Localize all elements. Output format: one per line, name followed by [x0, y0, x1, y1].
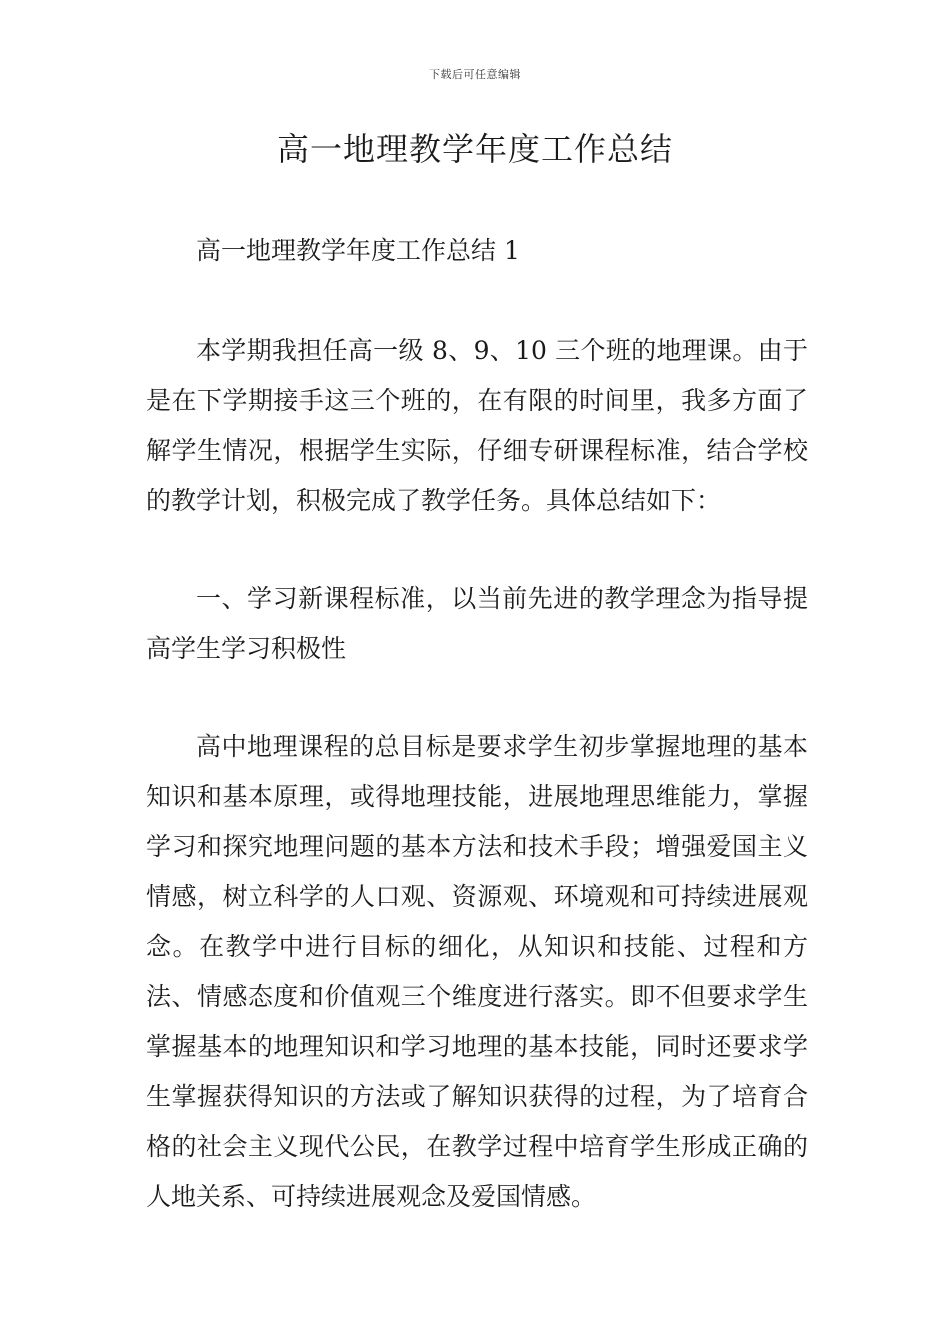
section-subtitle: 高一地理教学年度工作总结 1 — [196, 236, 520, 265]
paragraph-body: 高中地理课程的总目标是要求学生初步掌握地理的基本知识和基本原理，或得地理技能，进展地理思维能力，掌握学习和探究地理问题的基本方法和技术手段；增强爱国主义情感，树立科学的人口观、资源观、环境观和可持续进展观念。在教学中进行目标的细化，从知识和技能、过程和方法、情感态度和价值观三个维度进行落实。即不但要求学生掌握基本的地理知识和学习地理的基本技能，同时还要求学生掌握获得知识的方法或了解知识获得的过程，为了培育合格的社会主义现代公民，在教学过程中培育学生形成正确的人地关系、可持续进展观念及爱国情感。 — [146, 732, 808, 1211]
document-title: 高一地理教学年度工作总结 — [276, 130, 673, 168]
section-heading: 一、学习新课程标准，以当前先进的教学理念为指导提高学生学习积极性 — [146, 584, 808, 663]
header-note: 下载后可任意编辑 — [429, 68, 521, 81]
paragraph-intro: 本学期我担任高一级 8、9、10 三个班的地理课。由于是在下学期接手这三个班的，在有限的时间里，我多方面了解学生情况，根据学生实际，仔细专研课程标准，结合学校的教学计划，积极完成了教学任务。具体总结如下： — [146, 336, 808, 515]
